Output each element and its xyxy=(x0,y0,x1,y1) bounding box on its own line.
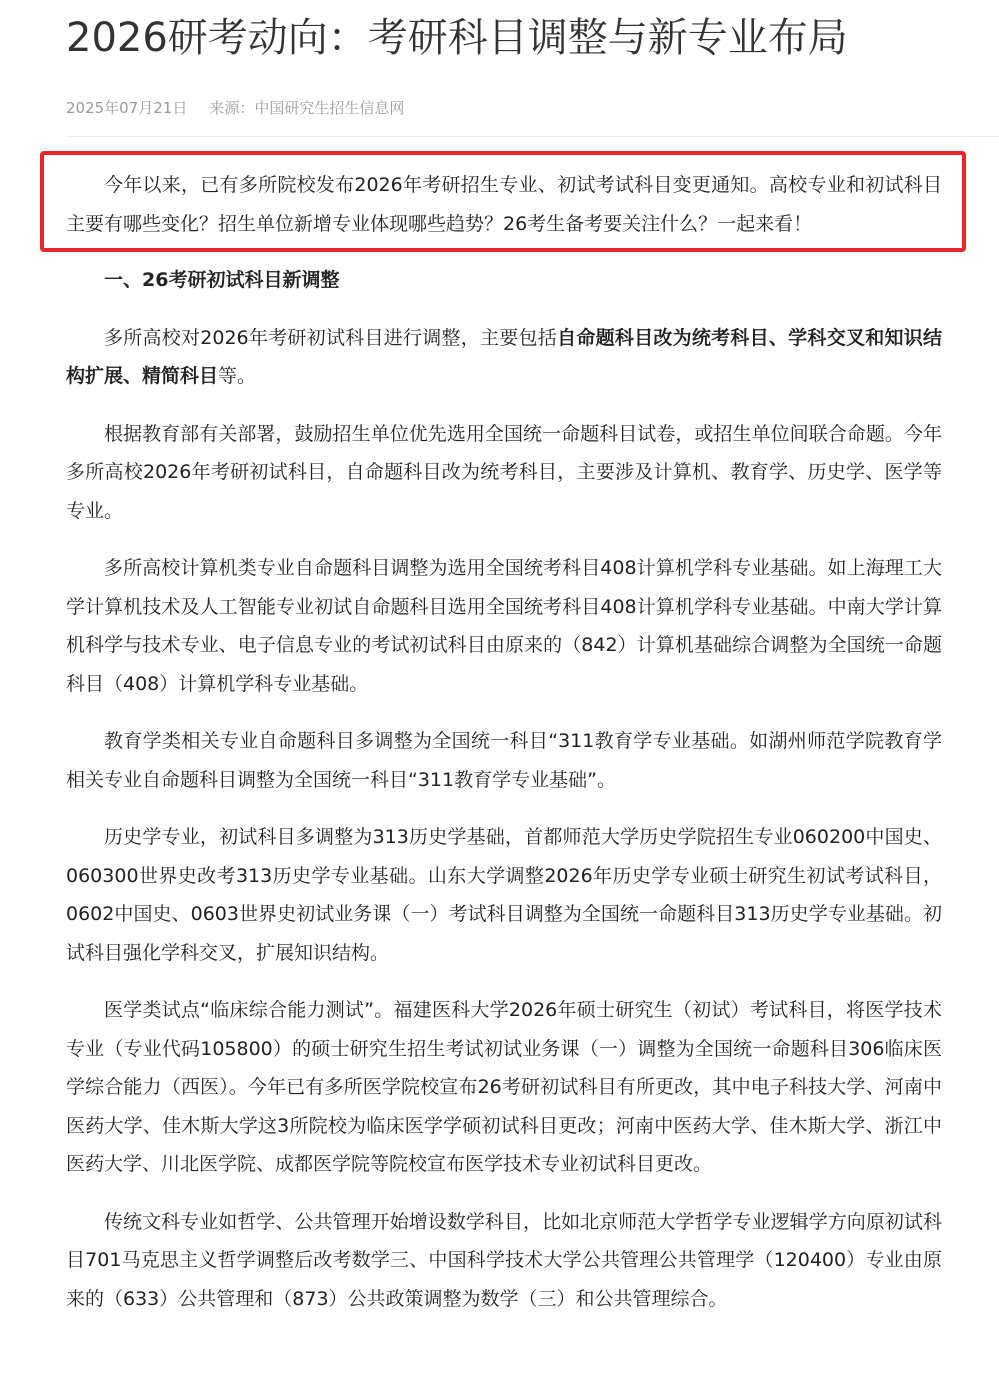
paragraph-2: 根据教育部有关部署，鼓励招生单位优先选用全国统一命题科目试卷，或招生单位间联合命题。今年多所高校2026年考研初试科目，自命题科目改为统考科目，主要涉及计算机、教育学、历史学、医学等专业。 xyxy=(66,422,942,522)
publish-date: 2025年07月21日 xyxy=(66,99,188,117)
paragraph-1 xyxy=(66,319,942,396)
paragraph-4: 教育学类相关专业自命题科目多调整为全国统一科目“311教育学专业基础。如湖州师范学院教育学相关专业自命题科目调整为全国统一科目“311教育学专业基础”。 xyxy=(66,730,942,791)
paragraph-6: 医学类试点“临床综合能力测试”。福建医科大学2026年硕士研究生（初试）考试科目，将医学技术专业（专业代码105800）的硕士研究生招生考试初试业务课（一）调整为全国统一命题科目306临床医学综合能力（西医）。今年已有多所医学院校宣布26考研初试科目有所更改，其中电子科技大学、河南中医药大学、佳木斯大学这3所院校为临床医学学硕初试科目更改；河南中医药大学、佳木斯大学、浙江中医药大学、川北医学院、成都医学院等院校宣布医学技术专业初试科目更改。 xyxy=(66,999,942,1175)
paragraph-7: 传统文科专业如哲学、公共管理开始增设数学科目，比如北京师范大学哲学专业逻辑学方向原初试科目701马克思主义哲学调整后改考数学三、中国科学技术大学公共管理公共管理学（120400）专业由原来的（633）公共管理和（873）公共政策调整为数学（三）和公共管理综合。 xyxy=(66,1210,942,1310)
paragraph-5: 历史学专业，初试科目多调整为313历史学基础，首都师范大学历史学院招生专业060200中国史、060300世界史改考313历史学专业基础。山东大学调整2026年历史学专业硕士研究生初试考试科目，0602中国史、0603世界史初试业务课（一）考试科目调整为全国统一命题科目313历史学专业基础。初试科目强化学科交叉，扩展知识结构。 xyxy=(66,826,942,964)
article-title: 2026研考动向：考研科目调整与新专业布局 xyxy=(66,15,848,61)
paragraph-1-text: 多所高校对2026年考研初试科目进行调整，主要包括 xyxy=(104,326,558,349)
section-heading: 一、26考研初试科目新调整 xyxy=(104,269,340,291)
article-meta xyxy=(66,98,404,118)
article-source: 来源：中国研究生招生信息网 xyxy=(209,99,405,117)
article-body xyxy=(66,166,942,1318)
paragraph-3: 多所高校计算机类专业自命题科目调整为选用全国统考科目408计算机学科专业基础。如上海理工大学计算机技术及人工智能专业初试自命题科目选用全国统考科目408计算机学科专业基础。中南大学计算机科学与技术专业、电子信息专业的考试初试科目由原来的（842）计算机基础综合调整为全国统一命题科目（408）计算机学科专业基础。 xyxy=(66,557,942,695)
paragraph-1-bold: 自命题科目改为统考科目、学科交叉和知识结构扩展、精简科目 xyxy=(66,326,942,387)
intro-paragraph: 今年以来，已有多所院校发布2026年考研招生专业、初试考试科目变更通知。高校专业和初试科目主要有哪些变化？招生单位新增专业体现哪些趋势？26考生备考要关注什么？一起来看！ xyxy=(66,174,942,235)
paragraph-1-tail: 等。 xyxy=(218,365,257,387)
header-divider xyxy=(66,136,999,137)
